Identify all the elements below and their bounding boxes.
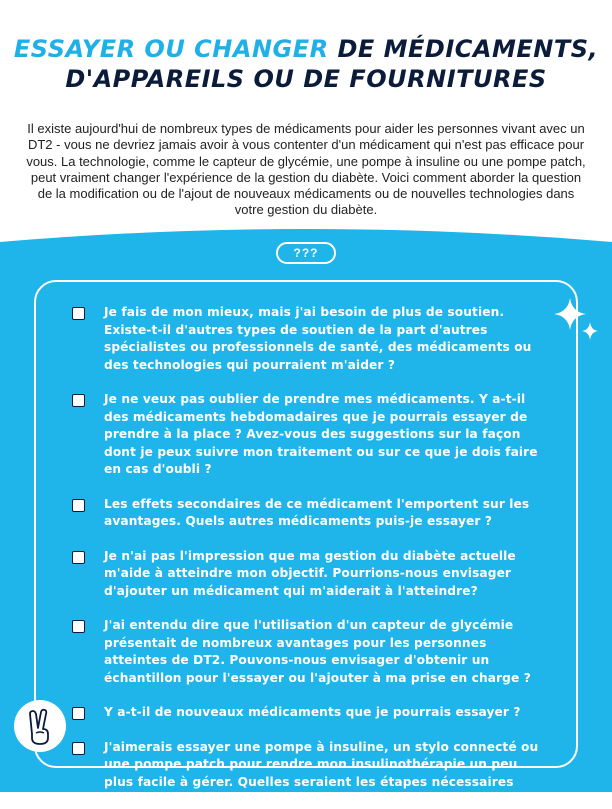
checkbox-icon[interactable] (72, 307, 85, 320)
question-text: Je fais de mon mieux, mais j'ai besoin de plus de soutien. Existe-t-il d'autres types de soutien de la part d'autres spécialistes ou professionnels de santé, des médicaments ou des technologies qui pourraient m'aider ? (104, 305, 532, 372)
page-title (0, 34, 612, 94)
question-text: Je ne veux pas oublier de prendre mes médicaments. Y a-t-il des médicaments hebdomadaires que je pourrais essayer de prendre à la place ? Avez-vous des suggestions sur la façon dont je peux suivre mon traitement ou sur ce que je dois faire en cas d'oubli ? (104, 392, 538, 476)
list-item (72, 391, 542, 479)
question-text: J'ai entendu dire que l'utilisation d'un capteur de glycémie présentait de nombreux avantages pour les personnes atteintes de DT2. Pouvons-nous envisager d'obtenir un échantillon pour l'essayer ou l'ajouter à ma prise en charge ? (104, 618, 531, 685)
checkbox-icon[interactable] (72, 620, 85, 633)
intro-paragraph: Il existe aujourd'hui de nombreux types de médicaments pour aider les personnes vivant avec un DT2 - vous ne devriez jamais avoir à vous contenter d'un médicament qui n'est pas efficace pour vous. La technologie, comme le capteur de glycémie, une pompe à insuline ou une pompe patch, peut vraiment changer l'expérience de la gestion du diabète. Voici comment aborder la question de la modification ou de l'ajout de nouveaux médicaments ou de nouvelles technologies dans votre gestion du diabète. (26, 121, 586, 218)
list-item (72, 739, 542, 809)
sparkles-icon (548, 292, 604, 348)
checkbox-icon[interactable] (72, 551, 85, 564)
list-item (72, 304, 542, 374)
question-text: Je n'ai pas l'impression que ma gestion du diabète actuelle m'aide à atteindre mon objectif. Pourrions-nous envisager d'ajouter un médicament qui m'aiderait à l'atteindre? (104, 548, 516, 598)
checkbox-icon[interactable] (72, 499, 85, 512)
question-text: J'aimerais essayer une pompe à insuline, un stylo connecté ou une pompe patch pour rendre mon insulinothérapie un peu plus facile à gérer. Quelles seraient les étapes nécessaires pour y parvenir ? (104, 739, 539, 806)
question-text: Les effets secondaires de ce médicament l'emportent sur les avantages. Quels autres médicaments puis-je essayer ? (104, 496, 530, 528)
title-accent: ESSAYER OU CHANGER (13, 35, 329, 63)
question-list (72, 304, 542, 809)
list-item (72, 704, 542, 722)
checkbox-icon[interactable] (72, 707, 85, 720)
title-line2: D'APPAREILS OU DE FOURNITURES (65, 65, 547, 93)
peace-hand-icon (14, 700, 66, 752)
checkbox-icon[interactable] (72, 742, 85, 755)
list-item (72, 548, 542, 601)
checkbox-icon[interactable] (72, 394, 85, 407)
title-rest: DE MÉDICAMENTS, (328, 35, 599, 63)
list-item (72, 496, 542, 531)
question-text: Y a-t-il de nouveaux médicaments que je pourrais essayer ? (104, 705, 521, 719)
list-item (72, 617, 542, 687)
question-badge: ??? (276, 242, 336, 264)
